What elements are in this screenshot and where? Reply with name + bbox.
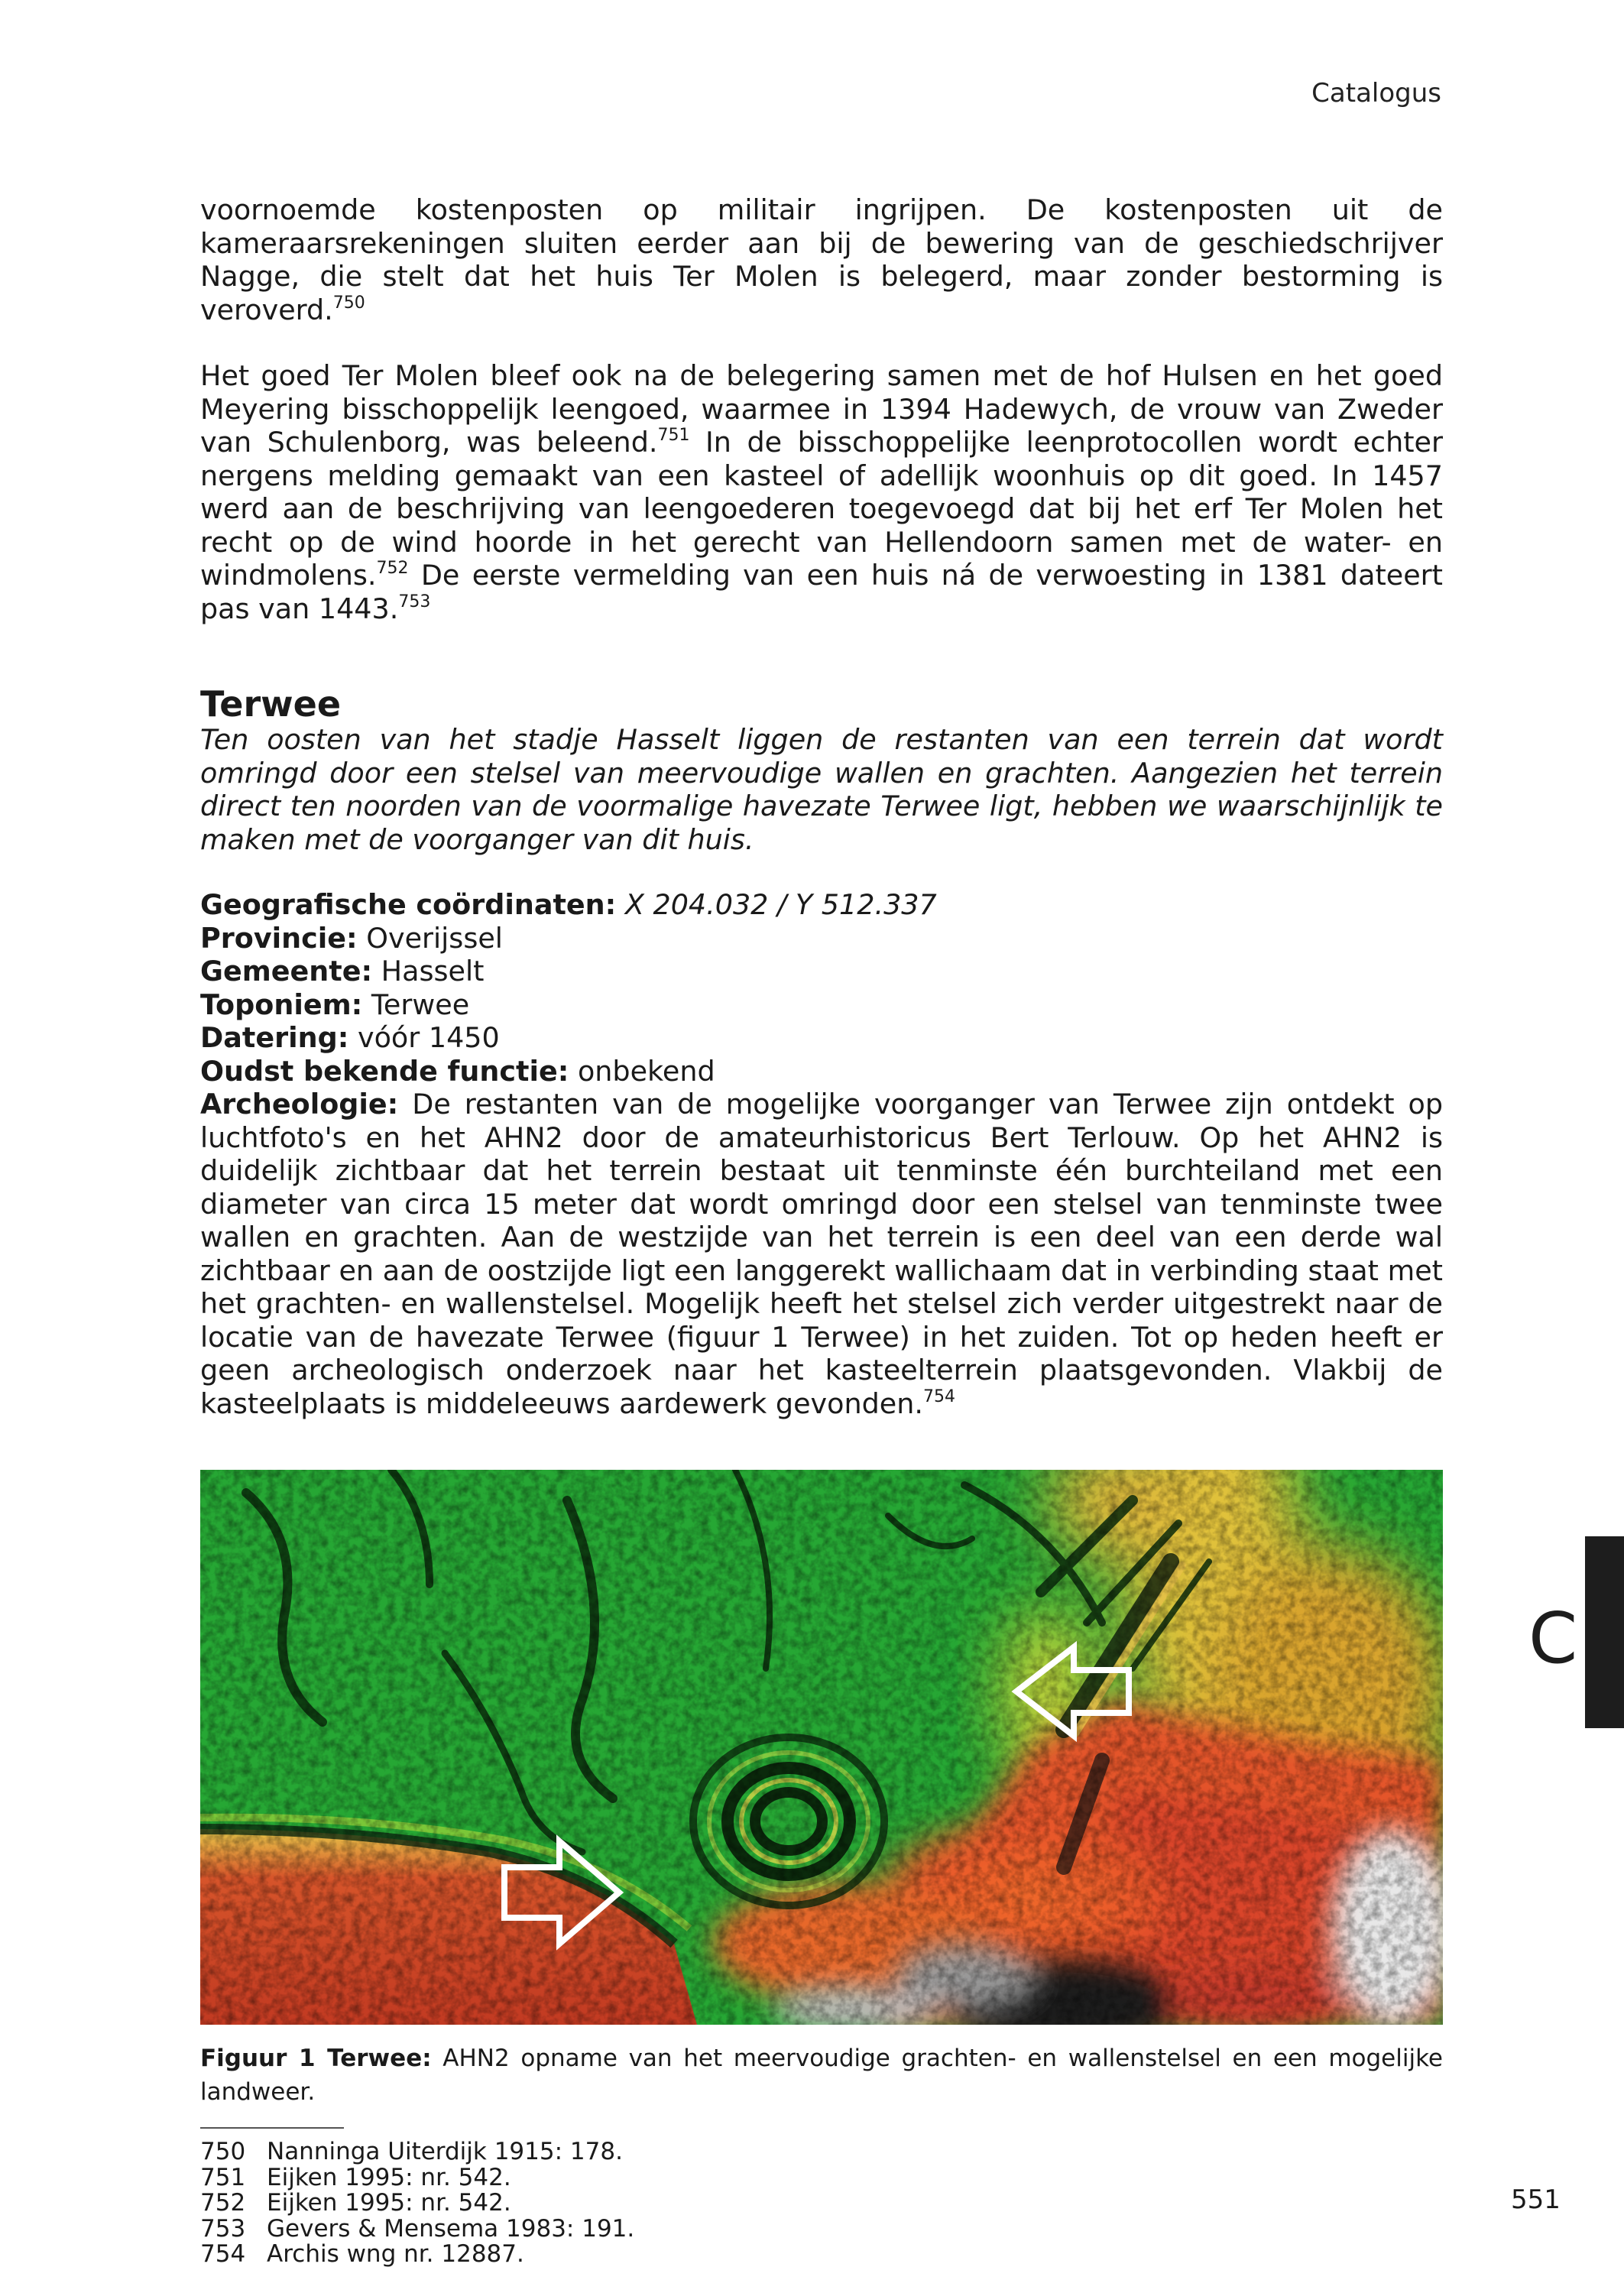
footnotes [200,2139,1443,2268]
figure-ahn2-map [200,1470,1443,2025]
footnote-item [200,2139,1443,2165]
footnote-ref-751[interactable]: 751 [657,426,690,445]
footnote-divider [200,2127,344,2129]
section-intro: Ten oosten van het stadje Hasselt liggen de restanten van een terrein dat wordt omringd door een stelsel van meervoudige wallen en grachten. Aangezien het terrein direct ten noorden van de voormalige havezate Terwee ligt, hebben we waarschijnlijk te maken met de voorganger van dit huis. [200,723,1443,856]
meta-archeologie [200,1088,1443,1420]
footnote-number: 752 [200,2189,246,2217]
meta-datering-value: vóór 1450 [357,1021,500,1054]
figure-caption-label: Figuur 1 Terwee: [200,2045,432,2072]
footnote-text: Nanninga Uiterdijk 1915: 178. [267,2138,623,2165]
meta-provincie-value: Overijssel [366,921,503,955]
meta-provincie-label: Provincie: [200,921,358,955]
meta-datering-label: Datering: [200,1021,349,1054]
meta-archeologie-label: Archeologie: [200,1088,399,1121]
chapter-tab-letter: C [1528,1597,1578,1679]
section-title: Terwee [200,683,342,725]
paragraph-2-text-a: Het goed Ter Molen bleef ook na de belegering samen met de hof Hulsen en het goed Meyering bisschoppelijk leengoed, waarmee in 1394 Hadewych, de vrouw van Zweder van Schulenborg, was beleend. [200,359,1443,459]
footnote-ref-750[interactable]: 750 [332,293,365,313]
paragraph-1 [200,193,1443,326]
footnote-ref-752[interactable]: 752 [376,559,409,578]
footnote-item [200,2242,1443,2268]
figure-caption-text: AHN2 opname van het meervoudige grachten- en wallenstelsel en een mogelijke landweer. [200,2045,1444,2106]
meta-gemeente-value: Hasselt [381,955,485,988]
footnote-item [200,2191,1443,2217]
chapter-thumb-tab [1585,1536,1624,1728]
meta-functie-value: onbekend [577,1054,715,1088]
meta-archeologie-value: De restanten van de mogelijke voorganger van Terwee zijn ontdekt op luchtfoto's en het AHN2 door de amateurhistoricus Bert Terlouw. Op het AHN2 is duidelijk zichtbaar dat het terrein bestaat uit tenminste één burchteiland met een diameter van circa 15 meter dat wordt omringd door een stelsel van tenminste twee wallen en grachten. Aan de westzijde van het terrein is een deel van een derde wal zichtbaar en aan de oostzijde ligt een langgerekt wallichaam dat in verbinding staat met het grachten- en wallenstelsel. Mogelijk heeft het stelsel zich verder uitgestrekt naar de locatie van de havezate Terwee (figuur 1 Terwee) in het zuiden. Tot op heden heeft er geen archeologisch onderzoek naar het kasteelterrein plaatsgevonden. Vlakbij de kasteelplaats is middeleeuws aardewerk gevonden. [200,1088,1444,1420]
footnote-text: Archis wng nr. 12887. [267,2240,524,2268]
meta-toponiem [200,988,1443,1022]
footnote-text: Eijken 1995: nr. 542. [267,2189,511,2217]
meta-toponiem-label: Toponiem: [200,988,363,1021]
footnote-text: Eijken 1995: nr. 542. [267,2163,511,2191]
meta-coordinates-value: X 204.032 / Y 512.337 [624,888,937,921]
paragraph-2-text-c: De eerste vermelding van een huis ná de verwoesting in 1381 dateert pas van 1443. [200,559,1443,625]
footnote-ref-754[interactable]: 754 [922,1387,955,1406]
footnote-item [200,2165,1443,2191]
meta-datering [200,1021,1443,1055]
footnote-number: 753 [200,2214,246,2243]
meta-functie [200,1055,1443,1088]
paragraph-2-text-b: In de bisschoppelijke leenprotocollen wordt echter nergens melding gemaakt van een kasteel of adellijk woonhuis op dit goed. In 1457 werd aan de beschrijving van leengoederen toegevoegd dat bij het erf Ter Molen het recht op de wind hoorde in het gerecht van Hellendoorn samen met de water- en windmolens. [200,426,1443,592]
footnote-number: 754 [200,2240,246,2268]
footnote-number: 751 [200,2163,246,2191]
meta-gemeente-label: Gemeente: [200,955,373,988]
footnote-item [200,2214,1443,2243]
meta-provincie [200,922,1443,955]
footnote-ref-753[interactable]: 753 [398,592,431,611]
meta-gemeente [200,955,1443,988]
running-header: Catalogus [1311,78,1441,109]
figure-caption [200,2042,1443,2109]
paragraph-2 [200,359,1443,625]
page-number: 551 [1511,2184,1561,2215]
meta-coordinates [200,888,1443,922]
page-content [200,193,1443,2268]
ahn2-elevation-image [200,1470,1443,2025]
meta-coordinates-label: Geografische coördinaten: [200,888,617,921]
meta-toponiem-value: Terwee [371,988,470,1021]
footnote-number: 750 [200,2138,246,2165]
paragraph-1-text: voornoemde kostenposten op militair ingrijpen. De kostenposten uit de kameraarsrekeningen sluiten eerder aan bij de bewering van de geschiedschrijver Nagge, die stelt dat het huis Ter Molen is belegerd, maar zonder bestorming is veroverd. [200,193,1443,326]
footnote-text: Gevers & Mensema 1983: 191. [267,2214,635,2243]
meta-functie-label: Oudst bekende functie: [200,1054,569,1088]
